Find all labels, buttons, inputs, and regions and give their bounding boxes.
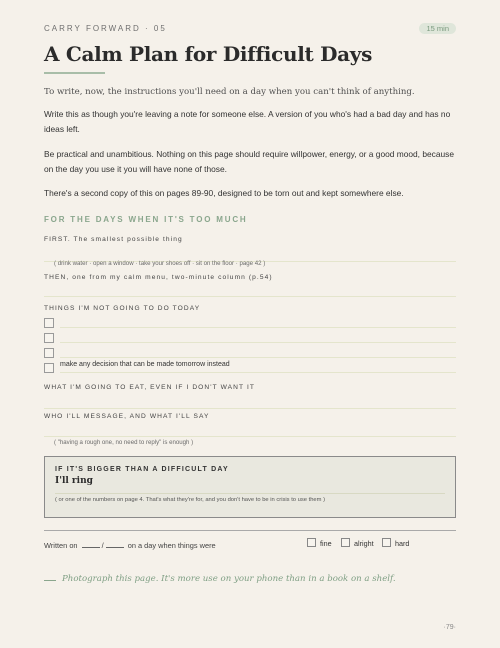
message-writing-line[interactable] (44, 436, 456, 437)
section-eyebrow: CARRY FORWARD · 05 (44, 24, 167, 33)
callout-main-text: I'll ring (55, 476, 93, 486)
mood-option-fine[interactable] (307, 538, 332, 548)
date-month-blank[interactable] (106, 540, 124, 548)
note-dash (44, 580, 56, 581)
crisis-callout (44, 456, 456, 518)
not-doing-checkbox-3[interactable] (44, 348, 54, 358)
not-doing-line-4[interactable] (60, 372, 456, 373)
message-label: WHO I'LL MESSAGE, AND WHAT I'LL SAY (44, 413, 210, 420)
eat-writing-line[interactable] (44, 408, 456, 409)
written-suffix: on a day when things were (127, 541, 216, 550)
not-doing-checkbox-2[interactable] (44, 333, 54, 343)
paragraph-1: Write this as though you're leaving a note for someone else. A version of you who's had a bad day and has no ideas left. (44, 109, 451, 134)
message-hint: ( "having a rough one, no need to reply" is enough ) (54, 439, 194, 446)
eat-label: WHAT I'M GOING TO EAT, EVEN IF I DON'T WANT IT (44, 384, 256, 391)
mood-checkbox-fine[interactable] (307, 538, 316, 547)
not-doing-label: THINGS I'M NOT GOING TO DO TODAY (44, 305, 201, 312)
not-doing-line-3[interactable] (60, 357, 456, 358)
date-separator: / (101, 541, 104, 550)
callout-label: IF IT'S BIGGER THAN A DIFFICULT DAY (55, 466, 229, 473)
footer-divider (44, 530, 456, 531)
callout-writing-line[interactable] (55, 493, 445, 494)
mood-option-hard[interactable] (382, 538, 409, 548)
mood-option-alright[interactable] (341, 538, 374, 548)
first-hint: ( drink water · open a window · take your shoes off · sit on the floor · page 42 ) (54, 260, 266, 267)
page-number: ·79· (443, 624, 456, 631)
then-writing-line[interactable] (44, 296, 456, 297)
not-doing-checkbox-1[interactable] (44, 318, 54, 328)
paragraph-2: Be practical and unambitious. Nothing on this page should require willpower, energy, or a good mood, because on the day you use it you will have none of those. (44, 149, 455, 174)
not-doing-line-2[interactable] (60, 342, 456, 343)
mood-checkbox-alright[interactable] (341, 538, 350, 547)
photograph-note: Photograph this page. It's more use on your phone than in a book on a shelf. (62, 574, 396, 584)
written-prefix: Written on (44, 541, 78, 550)
mood-label-hard: hard (395, 539, 410, 548)
first-label: FIRST. The smallest possible thing (44, 236, 183, 243)
mood-label-fine: fine (320, 539, 332, 548)
callout-hint: ( or one of the numbers on page 4. That's what they're for, and you don't have to be in crisis to use them ) (55, 497, 326, 503)
time-badge: 15 min (419, 23, 456, 34)
not-doing-item-4: make any decision that can be made tomorrow instead (60, 361, 230, 368)
then-label: THEN, one from my calm menu, two-minute column (p.54) (44, 274, 273, 281)
intro-text: To write, now, the instructions you'll need on a day when you can't think of anything. (44, 87, 415, 97)
mood-label-alright: alright (354, 539, 374, 548)
section-heading: FOR THE DAYS WHEN IT'S TOO MUCH (44, 215, 248, 224)
mood-checkbox-hard[interactable] (382, 538, 391, 547)
not-doing-line-1[interactable] (60, 327, 456, 328)
title-underline (44, 72, 105, 74)
paragraph-3: There's a second copy of this on pages 89-90, designed to be torn out and kept somewhere else. (44, 188, 404, 198)
date-day-blank[interactable] (82, 540, 100, 548)
written-on-line (44, 540, 216, 550)
not-doing-checkbox-4[interactable] (44, 363, 54, 373)
page-title: A Calm Plan for Difficult Days (44, 42, 373, 66)
